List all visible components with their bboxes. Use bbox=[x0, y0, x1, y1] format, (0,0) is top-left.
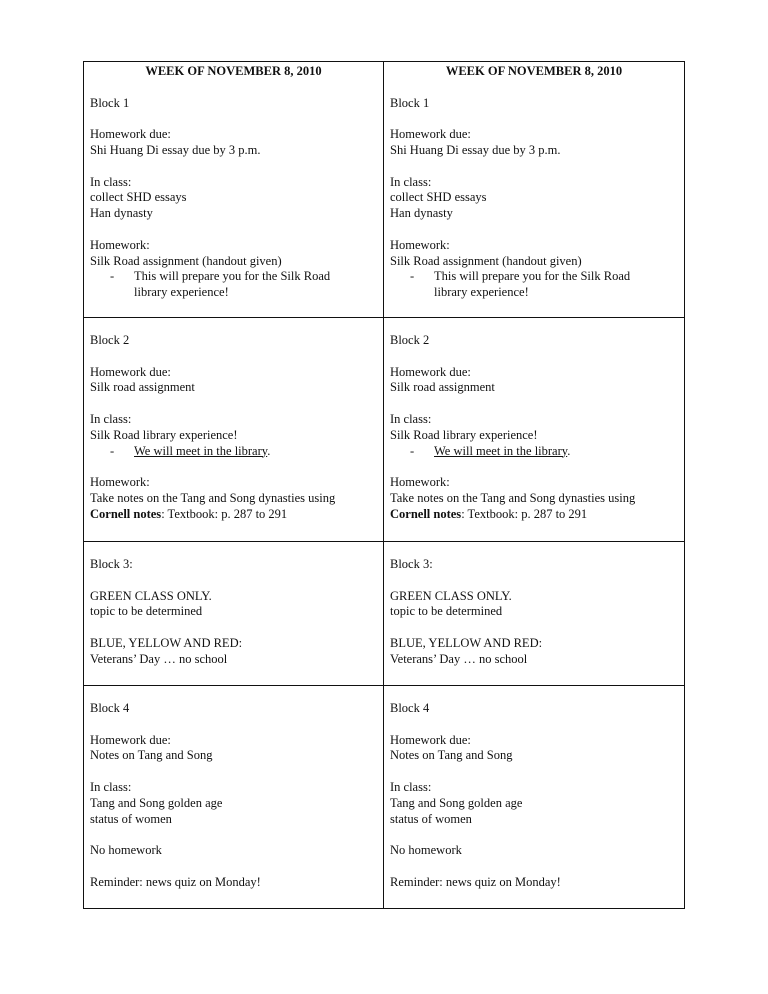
bullet-period: . bbox=[267, 443, 271, 458]
homework-label: Homework: bbox=[90, 237, 150, 252]
homework-due-text: Shi Huang Di essay due by 3 p.m. bbox=[90, 142, 261, 157]
in-class-label: In class: bbox=[390, 411, 432, 426]
homework-text: : Textbook: p. 287 to 291 bbox=[161, 506, 288, 521]
block-title: Block 2 bbox=[90, 333, 130, 347]
bullet-text: library experience! bbox=[134, 285, 229, 300]
homework-text: Silk Road assignment (handout given) bbox=[90, 253, 282, 268]
week-header: WEEK OF NOVEMBER 8, 2010 bbox=[145, 64, 322, 78]
homework-due-label: Homework due: bbox=[90, 127, 171, 142]
no-homework: No homework bbox=[90, 843, 162, 858]
block-title: Block 1 bbox=[390, 95, 430, 110]
bullet-text: We will meet in the library bbox=[434, 443, 568, 458]
in-class-item: status of women bbox=[390, 811, 472, 826]
block2-cell-left bbox=[84, 317, 384, 541]
bullet-text: This will prepare you for the Silk Road bbox=[434, 269, 631, 284]
other-classes-detail: Veterans’ Day … no school bbox=[390, 651, 528, 666]
green-class-note: GREEN CLASS ONLY. bbox=[90, 588, 212, 603]
in-class-item: Han dynasty bbox=[390, 206, 453, 221]
bullet-dash: - bbox=[410, 443, 415, 458]
block-title: Block 4 bbox=[390, 701, 430, 715]
homework-label: Homework: bbox=[390, 475, 450, 490]
homework-text: : Textbook: p. 287 to 291 bbox=[461, 506, 588, 521]
bullet-text: library experience! bbox=[434, 285, 529, 300]
green-class-detail: topic to be determined bbox=[390, 604, 503, 619]
bullet-text: We will meet in the library bbox=[134, 443, 268, 458]
green-class-detail: topic to be determined bbox=[90, 604, 203, 619]
reminder: Reminder: news quiz on Monday! bbox=[90, 874, 261, 889]
cornell-notes: Cornell notes bbox=[90, 506, 162, 521]
block-title: Block 3: bbox=[390, 557, 433, 571]
bullet-item bbox=[390, 269, 678, 301]
in-class-label: In class: bbox=[90, 174, 132, 189]
homework-text: Take notes on the Tang and Song dynasties using bbox=[390, 490, 636, 505]
block-title: Block 4 bbox=[90, 701, 130, 715]
homework-text: Silk Road assignment (handout given) bbox=[390, 253, 582, 268]
homework-due-label: Homework due: bbox=[390, 364, 471, 379]
bullet-dash: - bbox=[410, 269, 415, 284]
bullet-dash: - bbox=[110, 443, 115, 458]
block1-cell-left bbox=[84, 62, 384, 317]
no-homework: No homework bbox=[390, 843, 462, 858]
cornell-notes: Cornell notes bbox=[390, 506, 462, 521]
in-class-item: Silk Road library experience! bbox=[90, 427, 238, 442]
block-title: Block 1 bbox=[90, 95, 130, 110]
block2-cell-right bbox=[384, 317, 684, 541]
other-classes-detail: Veterans’ Day … no school bbox=[90, 651, 228, 666]
in-class-item: collect SHD essays bbox=[390, 190, 487, 205]
bullet-period: . bbox=[567, 443, 571, 458]
block-title: Block 3: bbox=[90, 557, 133, 571]
in-class-label: In class: bbox=[90, 779, 132, 794]
in-class-item: Tang and Song golden age bbox=[390, 795, 523, 810]
in-class-item: Tang and Song golden age bbox=[90, 795, 223, 810]
block4-cell-left bbox=[84, 685, 384, 908]
reminder: Reminder: news quiz on Monday! bbox=[390, 874, 561, 889]
green-class-note: GREEN CLASS ONLY. bbox=[390, 588, 512, 603]
homework-due-text: Shi Huang Di essay due by 3 p.m. bbox=[390, 142, 561, 157]
other-classes-note: BLUE, YELLOW AND RED: bbox=[390, 635, 543, 650]
homework-due-label: Homework due: bbox=[90, 732, 171, 747]
homework-due-text: Silk road assignment bbox=[390, 380, 495, 395]
bullet-dash: - bbox=[110, 269, 115, 284]
in-class-label: In class: bbox=[390, 174, 432, 189]
in-class-item: status of women bbox=[90, 811, 172, 826]
in-class-label: In class: bbox=[390, 779, 432, 794]
in-class-item: Han dynasty bbox=[90, 206, 153, 221]
homework-label: Homework: bbox=[90, 475, 150, 490]
homework-text: Take notes on the Tang and Song dynasties using bbox=[90, 490, 336, 505]
homework-due-text: Silk road assignment bbox=[90, 380, 195, 395]
block1-cell-right bbox=[384, 62, 684, 317]
block3-cell-left bbox=[84, 541, 384, 685]
homework-label: Homework: bbox=[390, 237, 450, 252]
block3-cell-right bbox=[384, 541, 684, 685]
homework-due-text: Notes on Tang and Song bbox=[90, 748, 213, 763]
bullet-item bbox=[90, 269, 377, 301]
bullet-item bbox=[90, 444, 377, 460]
homework-due-label: Homework due: bbox=[390, 127, 471, 142]
in-class-item: collect SHD essays bbox=[90, 190, 187, 205]
schedule-grid bbox=[83, 61, 685, 909]
homework-due-label: Homework due: bbox=[90, 364, 171, 379]
block4-cell-right bbox=[384, 685, 684, 908]
bullet-text: This will prepare you for the Silk Road bbox=[134, 269, 331, 284]
week-header: WEEK OF NOVEMBER 8, 2010 bbox=[445, 64, 623, 78]
homework-due-text: Notes on Tang and Song bbox=[390, 748, 513, 763]
in-class-item: Silk Road library experience! bbox=[390, 427, 538, 442]
bullet-item bbox=[390, 444, 678, 460]
homework-due-label: Homework due: bbox=[390, 732, 471, 747]
block-title: Block 2 bbox=[390, 333, 430, 347]
other-classes-note: BLUE, YELLOW AND RED: bbox=[90, 635, 243, 650]
in-class-label: In class: bbox=[90, 411, 132, 426]
